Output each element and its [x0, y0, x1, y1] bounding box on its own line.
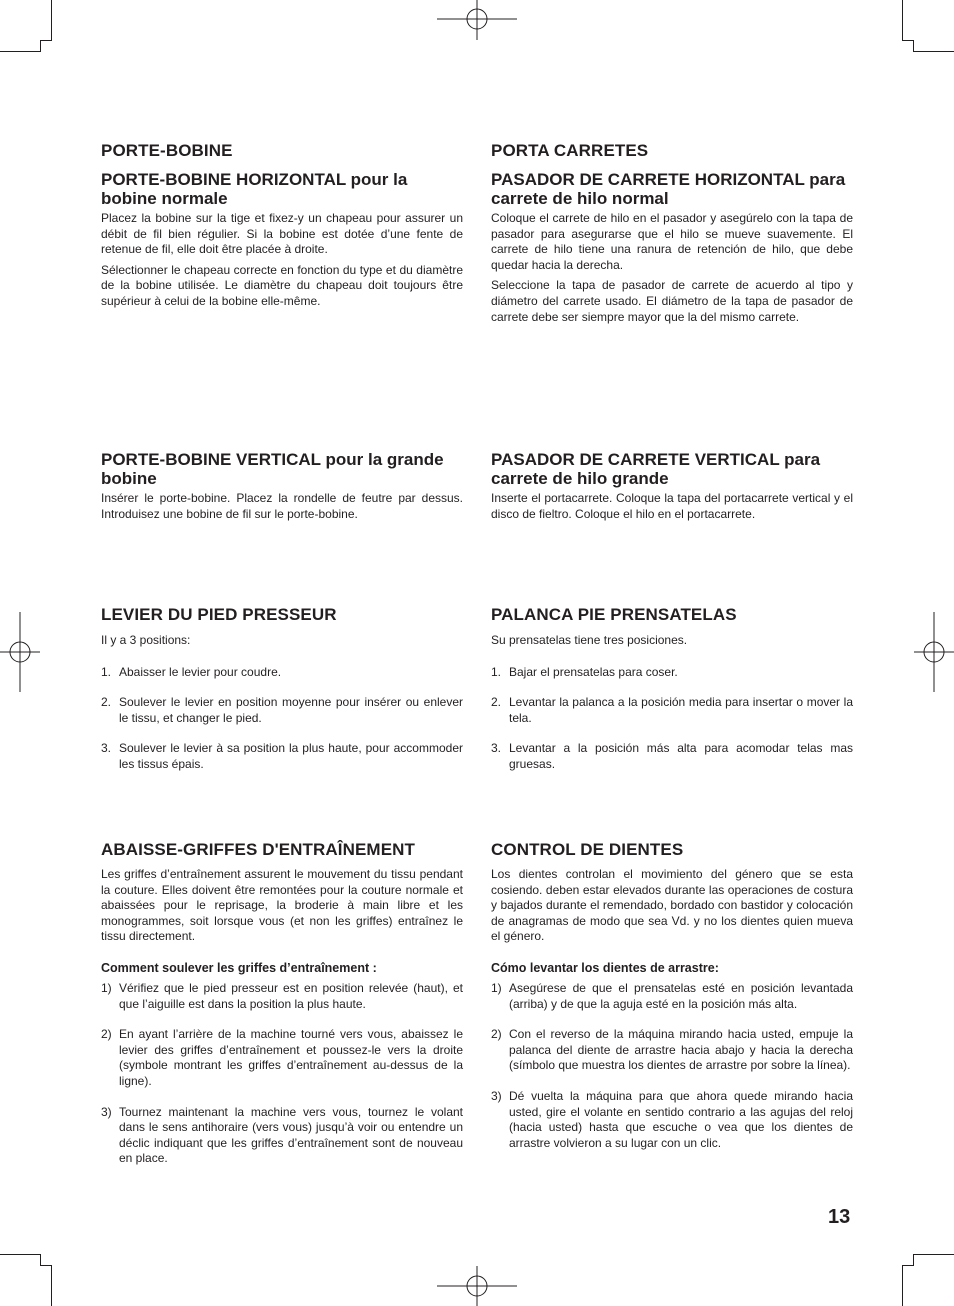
list-item: 2) Con el reverso de la máquina mirando hacia usted, empuje la palanca del diente de arrastre hacia abajo y hacia la derecha (símbolo que muestra los dientes de arrastre por sobre la línea).	[491, 1027, 853, 1073]
paragraph: Su prensatelas tiene tres posiciones.	[491, 633, 688, 647]
paragraph: Sélectionner le chapeau correcte en fonction du type et du diamètre de la bobine utilisée. Le diamètre du chapeau doit toujours être supérieur à celui de la bobine elle-même.	[101, 262, 463, 308]
list-item: 2) En ayant l’arrière de la machine tourné vers vous, abaissez le levier des griffes d’entraînement et poussez-le vers la droite (symbole montrant les griffes d’entraînement au-dessus de la ligne).	[101, 1027, 463, 1088]
list-item: 1. Abaisser le levier pour coudre.	[101, 664, 282, 679]
steps-list	[101, 981, 463, 1167]
subheading-how-to: Cómo levantar los dientes de arrastre:	[491, 960, 719, 975]
registration-mark-top	[437, 0, 517, 40]
subheading-how-to: Comment soulever les griffes d’entraînement :	[101, 960, 377, 975]
section-palanca	[491, 605, 853, 773]
list-item: 3) Dé vuelta la máquina para que ahora quede mirando hacia usted, gire el volante en sentido contrario a las agujas del reloj (hacia usted) hasta que escuche o vea que los dientes de arrastre volvieron a su lugar con un clic.	[491, 1088, 853, 1150]
section-dientes	[491, 840, 853, 1151]
list-item: 1. Bajar el prensatelas para coser.	[491, 664, 678, 679]
list-item: 1) Vérifiez que le pied presseur est en position relevée (haut), et que l’aiguille est dans la position la plus haute.	[101, 980, 463, 1011]
paragraph: Insérer le porte-bobine. Placez la rondelle de feutre par dessus. Introduisez une bobine de fil sur le porte-bobine.	[101, 491, 463, 521]
paragraph: Los dientes controlan el movimiento del género que se esta cosiendo. deben estar elevados durante las operaciones de costura y bajados durante el remendado, bordado con bastidor y colocación de anagramas de modo que sea Vd. y no los dientes quien mueva el género.	[491, 867, 853, 944]
heading-porte-bobine: PORTE-BOBINE	[101, 141, 233, 160]
list-item: 3. Soulever le levier à sa position la plus haute, pour accommoder les tissus épais.	[101, 741, 463, 771]
section-porta-carretes	[491, 141, 853, 325]
section-levier	[101, 605, 463, 773]
section-porta-vertical	[491, 450, 853, 522]
page-number: 13	[828, 1206, 851, 1228]
steps-list	[101, 665, 463, 773]
paragraph: Seleccione la tapa de pasador de carrete de acuerdo al tipo y diámetro del carrete usado. El diámetro de la tapa de pasador de carrete debe ser siempre mayor que la del mismo carrete.	[491, 278, 853, 324]
paragraph: Il y a 3 positions:	[101, 633, 191, 647]
list-item: 1) Asegúrese de que el prensatelas esté en posición levantada (arriba) y de que la aguja esté en la posición más alta.	[491, 980, 853, 1011]
paragraph: Coloque el carrete de hilo en el pasador y asegúrelo con la tapa de pasador para asegurarse que el hilo se mueve suavemente. El carrete de hilo tiene una ranura de retención de hilo, que debe quedar hacia la derecha.	[491, 211, 853, 272]
list-item: 3. Levantar a la posición más alta para acomodar telas mas gruesas.	[491, 741, 853, 771]
heading-palanca: PALANCA PIE PRENSATELAS	[491, 605, 737, 624]
subheading-horizontal: PASADOR DE CARRETE HORIZONTAL para carrete de hilo normal	[491, 170, 846, 208]
subheading-horizontal: PORTE-BOBINE HORIZONTAL pour la bobine normale	[101, 170, 408, 208]
steps-list	[491, 981, 853, 1151]
registration-mark-bottom	[437, 1266, 517, 1306]
list-item: 2. Levantar la palanca a la posición media para insertar o mover la tela.	[491, 695, 853, 725]
paragraph: Inserte el portacarrete. Coloque la tapa del portacarrete vertical y el disco de fieltro. Coloque el hilo en el portacarrete.	[491, 491, 853, 521]
heading-griffes: ABAISSE-GRIFFES D'ENTRAÎNEMENT	[101, 840, 415, 859]
heading-porta-carretes: PORTA CARRETES	[491, 141, 649, 160]
section-griffes	[101, 840, 463, 1167]
section-porte-bobine-vertical	[101, 450, 463, 522]
heading-levier: LEVIER DU PIED PRESSEUR	[101, 605, 337, 624]
steps-list	[491, 665, 853, 773]
registration-mark-left	[0, 612, 40, 692]
list-item: 3) Tournez maintenant la machine vers vous, tournez le volant dans le sens antihoraire (vers vous) jusqu’à voir ou entendre un déclic indiquant que les griffes d’entraînement sont de nouveau en place.	[101, 1104, 463, 1166]
subheading-vertical: PASADOR DE CARRETE VERTICAL para carrete de hilo grande	[491, 450, 821, 488]
list-item: 2. Soulever le levier en position moyenne pour insérer ou enlever le tissu, et changer le pied.	[101, 695, 463, 725]
registration-mark-right	[914, 612, 954, 692]
paragraph: Placez la bobine sur la tige et fixez-y un chapeau pour assurer un débit de fil bien régulier. Si la bobine est dotée d’une fente de retenue de fil, elle doit être placée à droite.	[101, 211, 463, 257]
section-porte-bobine	[101, 141, 463, 310]
paragraph: Les griffes d’entraînement assurent le mouvement du tissu pendant la couture. Elles doivent être remontées pour la couture normale et abaissées pour le reprisage, la broderie à main libre et les monogrammes, soit lorsque vous (et non les griffes) entraînez le tissu directement.	[101, 867, 463, 944]
heading-dientes: CONTROL DE DIENTES	[491, 840, 684, 859]
subheading-vertical: PORTE-BOBINE VERTICAL pour la grande bobine	[101, 450, 444, 488]
